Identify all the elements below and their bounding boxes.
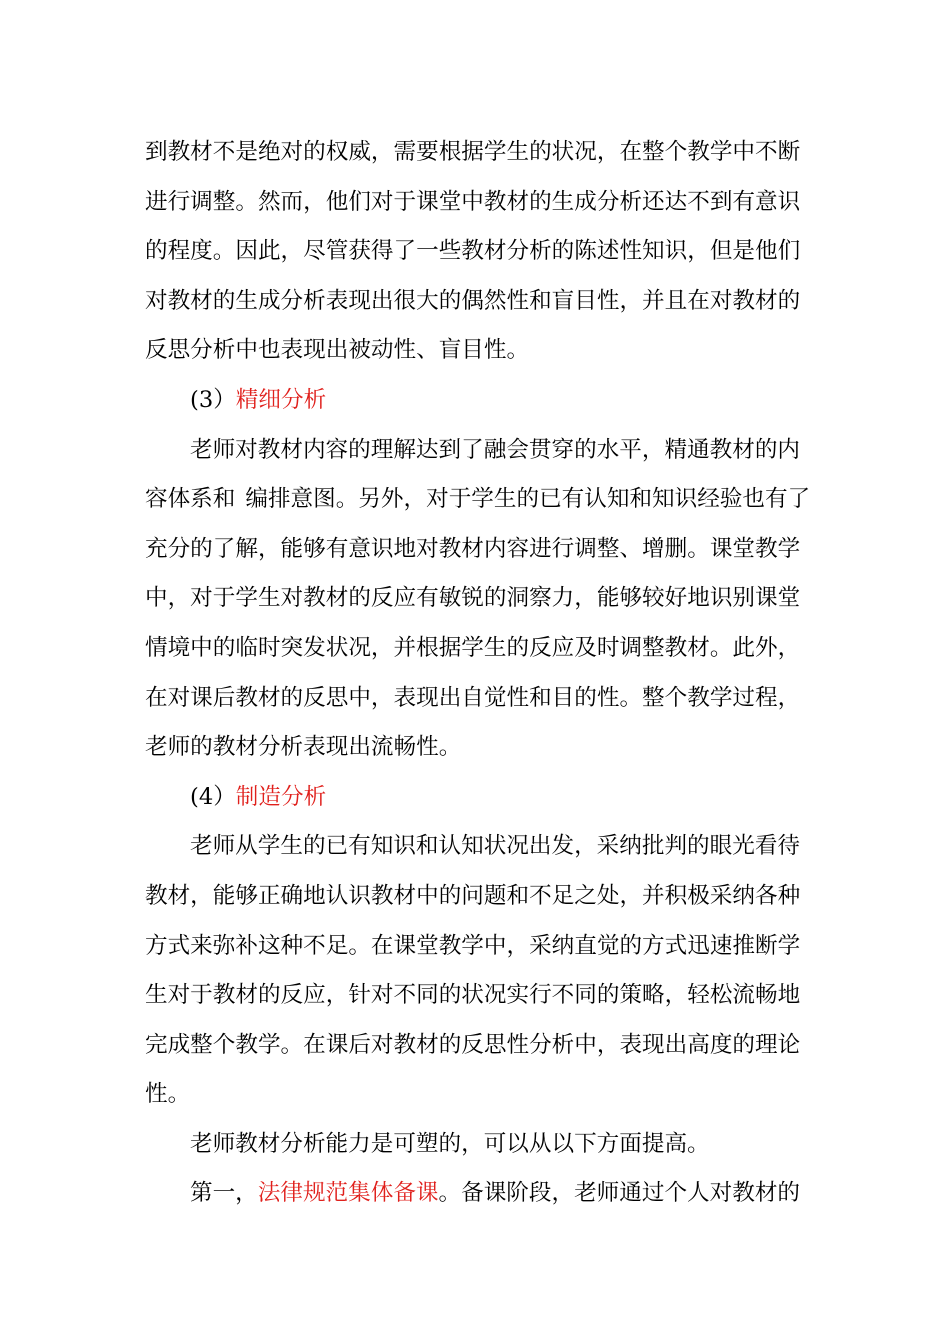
text-line: 情境中的临时突发状况，并根据学生的反应及时调整教材。此外， [145,634,801,661]
text-line [145,1169,810,1219]
text-line: 教材，能够正确地认识教材中的问题和不足之处，并积极采纳各种 [145,882,801,909]
text-line: 老师的教材分析表现出流畅性。 [145,734,462,761]
heading-title: 制造分析 [235,783,327,810]
text-fragment: 第一， [190,1180,258,1207]
text-fragment: 。备课阶段，老师通过个人对教材的 [438,1180,801,1207]
highlighted-phrase: 法律规范集体备课 [257,1180,439,1207]
text-line: 对教材的生成分析表现出很大的偶然性和盲目性，并且在对教材的 [145,287,801,314]
heading-title: 精细分析 [235,386,327,413]
text-line [145,475,810,525]
text-fragment: 编排意图。另外，对于学生的已有认知和知识经验也有了 [245,486,810,513]
text-line: 性。 [145,1081,191,1108]
text-line: 完成整个教学。在课后对教材的反思性分析中，表现出高度的理论 [145,1031,801,1058]
text-line: 方式来弥补这种不足。在课堂教学中，采纳直觉的方式迅速推断学 [145,932,801,959]
text-line: 充分的了解，能够有意识地对教材内容进行调整、增删。课堂教学 [145,535,801,562]
text-line: 生对于教材的反应，针对不同的状况实行不同的策略，轻松流畅地 [145,982,801,1009]
text-line: 老师从学生的已有知识和认知状况出发，采纳批判的眼光看待 [190,833,801,860]
text-line: 老师对教材内容的理解达到了融会贯穿的水平，精通教材的内 [190,436,801,463]
text-line: 老师教材分析能力是可塑的，可以从以下方面提高。 [190,1130,710,1157]
text-fragment: 容体系和 [145,486,236,513]
text-line: 在对课后教材的反思中，表现出自觉性和目的性。整个教学过程， [145,684,801,711]
text-line: 到教材不是绝对的权威，需要根据学生的状况，在整个教学中不断 [145,139,801,165]
heading-number: (4） [190,783,236,810]
text-line: 中，对于学生对教材的反应有敏锐的洞察力，能够较好地识别课堂 [145,585,801,612]
text-line: 进行调整。然而，他们对于课堂中教材的生成分析还达不到有意识 [145,188,801,215]
section-heading-4 [145,773,810,823]
document-body [145,128,810,1219]
heading-number: (3） [190,386,236,413]
text-line: 的程度。因此，尽管获得了一些教材分析的陈述性知识，但是他们 [145,238,801,265]
text-line: 反思分析中也表现出被动性、盲目性。 [145,337,530,364]
section-heading-3 [145,376,810,426]
